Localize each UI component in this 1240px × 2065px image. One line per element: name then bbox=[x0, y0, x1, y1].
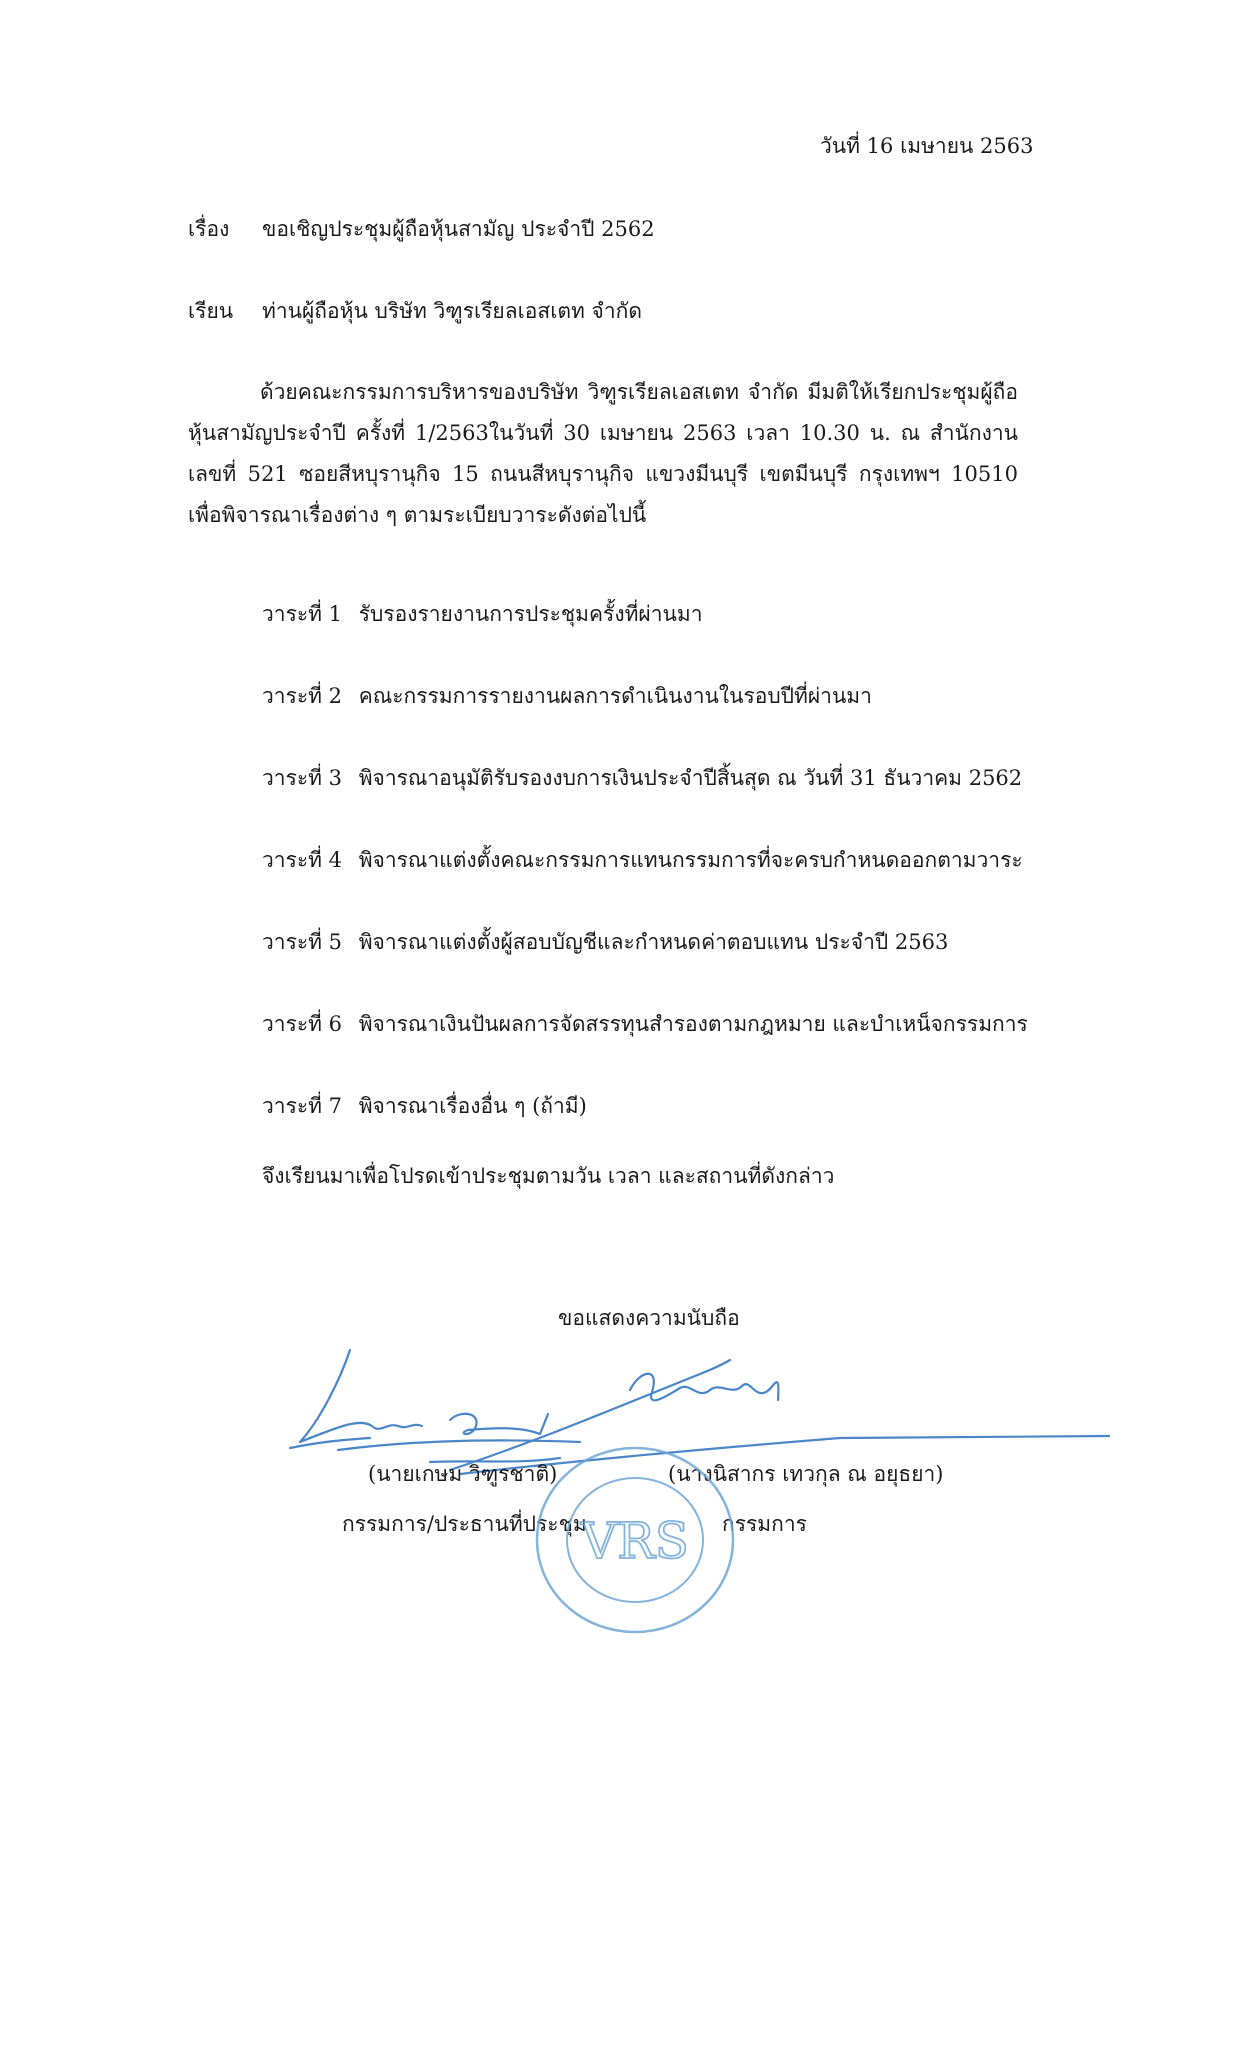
agenda-text: รับรองรายงานการประชุมครั้งที่ผ่านมา bbox=[358, 602, 703, 626]
agenda-text: คณะกรรมการรายงานผลการดำเนินงานในรอบปีที่ผ่านมา bbox=[358, 684, 872, 708]
recipient-label: เรียน bbox=[188, 299, 234, 323]
agenda-number: วาระที่ 7 bbox=[262, 1094, 343, 1118]
agenda-item bbox=[262, 598, 703, 631]
agenda-item bbox=[262, 1090, 587, 1123]
signatory-2-name: (นางนิสากร เทวกุล ณ อยุธยา) bbox=[668, 1462, 944, 1486]
signatory-1-name: (นายเกษม วิฑูรชาติ) bbox=[368, 1462, 558, 1486]
signatory-2-role: กรรมการ bbox=[722, 1512, 807, 1536]
subject-text: ขอเชิญประชุมผู้ถือหุ้นสามัญ ประจำปี 2562 bbox=[262, 217, 655, 241]
subject-label: เรื่อง bbox=[188, 217, 230, 241]
stamp-monogram: VRS bbox=[580, 1512, 690, 1570]
agenda-text: พิจารณาแต่งตั้งผู้สอบบัญชีและกำหนดค่าตอบแทน ประจำปี 2563 bbox=[358, 930, 949, 954]
agenda-text: พิจารณาเงินปันผลการจัดสรรทุนสำรองตามกฎหมาย และบำเหน็จกรรมการ bbox=[358, 1012, 1028, 1036]
agenda-item bbox=[262, 926, 948, 959]
recipient-text: ท่านผู้ถือหุ้น บริษัท วิฑูรเรียลเอสเตท จำกัด bbox=[262, 299, 642, 323]
body-paragraph: ด้วยคณะกรรมการบริหารของบริษัท วิฑูรเรียลเอสเตท จำกัด มีมติให้เรียกประชุมผู้ถือหุ้นสามัญประจำปี ครั้งที่ 1/2563ในวันที่ 30 เมษายน 2563 เวลา 10.30 น. ณ สำนักงานเลขที่ 521 ซอยสีหบุรานุกิจ 15 ถนนสีหบุรานุกิจ แขวงมีนบุรี เขตมีนบุรี กรุงเทพฯ 10510 เพื่อพิจารณาเรื่องต่าง ๆ ตามระเบียบวาระดังต่อไปนี้ bbox=[188, 380, 1018, 527]
agenda-item bbox=[262, 844, 1023, 877]
agenda-number: วาระที่ 2 bbox=[262, 684, 343, 708]
agenda-number: วาระที่ 5 bbox=[262, 930, 343, 954]
regards-text: ขอแสดงความนับถือ bbox=[558, 1306, 740, 1330]
agenda-text: พิจารณาอนุมัติรับรองงบการเงินประจำปีสิ้นสุด ณ วันที่ 31 ธันวาคม 2562 bbox=[358, 766, 1023, 790]
agenda-text: พิจารณาเรื่องอื่น ๆ (ถ้ามี) bbox=[358, 1094, 587, 1118]
agenda-number: วาระที่ 1 bbox=[262, 602, 343, 626]
signature-1-stroke bbox=[290, 1350, 548, 1448]
signatory-1-role: กรรมการ/ประธานที่ประชุม bbox=[342, 1512, 587, 1536]
agenda-number: วาระที่ 3 bbox=[262, 766, 343, 790]
agenda-item bbox=[262, 680, 872, 713]
agenda-number: วาระที่ 6 bbox=[262, 1012, 343, 1036]
agenda-item bbox=[262, 762, 1022, 795]
closing-text: จึงเรียนมาเพื่อโปรดเข้าประชุมตามวัน เวลา และสถานที่ดังกล่าว bbox=[262, 1164, 835, 1188]
agenda-number: วาระที่ 4 bbox=[262, 848, 343, 872]
agenda-text: พิจารณาแต่งตั้งคณะกรรมการแทนกรรมการที่จะครบกำหนดออกตามวาระ bbox=[358, 848, 1023, 872]
agenda-item bbox=[262, 1008, 1028, 1041]
letter-date: วันที่ 16 เมษายน 2563 bbox=[820, 134, 1034, 158]
company-stamp bbox=[530, 1440, 740, 1640]
